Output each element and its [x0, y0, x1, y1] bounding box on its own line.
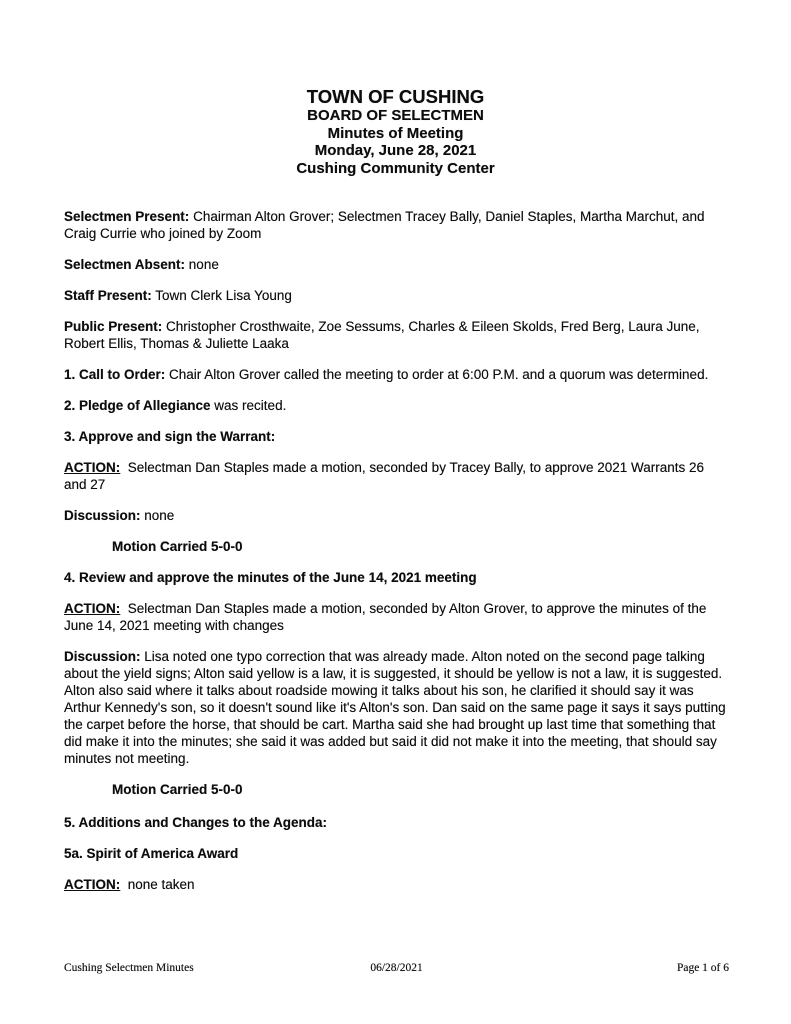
para-action-spirit — [64, 876, 728, 893]
para-text: Chair Alton Grover called the meeting to order at 6:00 P.M. and a quorum was determined. — [165, 367, 709, 382]
document-subtitle-minutes: Minutes of Meeting — [327, 124, 464, 142]
motion-text: Motion Carried 5-0-0 — [112, 539, 243, 554]
para-selectmen-present — [64, 208, 728, 242]
para-label: 3. Approve and sign the Warrant: — [64, 429, 276, 444]
para-text: none — [185, 257, 219, 272]
para-action-warrant — [64, 459, 728, 493]
para-call-to-order — [64, 366, 728, 383]
para-text: Lisa noted one typo correction that was already made. Alton noted on the second page talking about the yield signs; Alton said yellow is a law, it is suggested, it should be yellow is not a law, it is suggested. Alton also said where it talks about roadside mowing it talks about his son, he clarified it should say it was Arthur Kennedy's son, so it doesn't sound like it's Alton's son. Dan said on the same page it says it says putting the carpet before the horse, that should be cart. Martha said she had brought up last time that something that did make it into the minutes; she said it was added but said it did not make it into the meeting, that should say minutes not meeting. — [64, 649, 730, 766]
footer-page-number: Page 1 of 6 — [676, 962, 730, 974]
para-label: 5a. Spirit of America Award — [64, 846, 239, 861]
para-public-present — [64, 318, 728, 352]
para-text: Christopher Crosthwaite, Zoe Sessums, Charles & Eileen Skolds, Fred Berg, Laura June, Robert Ellis, Thomas & Juliette Laaka — [64, 319, 704, 351]
para-label: 4. Review and approve the minutes of the June 14, 2021 meeting — [64, 570, 477, 585]
para-discussion-minutes — [64, 648, 728, 767]
para-pledge-of-allegiance — [64, 397, 728, 414]
para-label: 1. Call to Order: — [64, 367, 166, 382]
document-footer — [64, 962, 729, 974]
para-label: Discussion: — [64, 649, 141, 664]
para-label: Discussion: — [64, 508, 141, 523]
para-label: Selectmen Absent: — [64, 257, 186, 272]
para-text: Selectman Dan Staples made a motion, seconded by Tracey Bally, to approve 2021 Warrants 26 and 27 — [64, 460, 708, 492]
para-label: 5. Additions and Changes to the Agenda: — [64, 815, 328, 830]
para-discussion-warrant — [64, 507, 728, 524]
heading-approve-warrant — [64, 428, 728, 445]
motion-carried-warrant — [64, 538, 728, 555]
para-label: 2. Pledge of Allegiance — [64, 398, 211, 413]
document-subtitle-location: Cushing Community Center — [296, 159, 495, 177]
footer-date: 06/28/2021 — [370, 962, 423, 974]
para-text: Selectman Dan Staples made a motion, seconded by Alton Grover, to approve the minutes of the June 14, 2021 meeting with changes — [64, 601, 711, 633]
heading-review-minutes — [64, 569, 728, 586]
para-label: Selectmen Present: — [64, 209, 190, 224]
para-selectmen-absent — [64, 256, 728, 273]
document-header — [0, 86, 791, 177]
action-label: ACTION: — [64, 877, 121, 892]
action-label: ACTION: — [64, 460, 121, 475]
para-label: Staff Present: — [64, 288, 152, 303]
para-text: none — [140, 508, 175, 523]
para-text: Chairman Alton Grover; Selectmen Tracey Bally, Daniel Staples, Martha Marchut, and Craig Currie who joined by Zoom — [64, 209, 709, 241]
document-title: TOWN OF CUSHING — [306, 86, 485, 107]
para-action-minutes — [64, 600, 728, 634]
footer-document-name: Cushing Selectmen Minutes — [64, 962, 194, 974]
para-text: none taken — [120, 877, 195, 892]
motion-text: Motion Carried 5-0-0 — [112, 782, 243, 797]
document-body — [64, 208, 728, 907]
heading-agenda-changes — [64, 814, 728, 831]
para-text: Town Clerk Lisa Young — [151, 288, 292, 303]
para-text: was recited. — [210, 398, 287, 413]
action-label: ACTION: — [64, 601, 121, 616]
motion-carried-minutes — [64, 781, 728, 798]
para-staff-present — [64, 287, 728, 304]
heading-spirit-of-america — [64, 845, 728, 862]
document-subtitle-date: Monday, June 28, 2021 — [314, 142, 477, 159]
para-label: Public Present: — [64, 319, 163, 334]
document-subtitle-board: BOARD OF SELECTMEN — [307, 107, 484, 124]
